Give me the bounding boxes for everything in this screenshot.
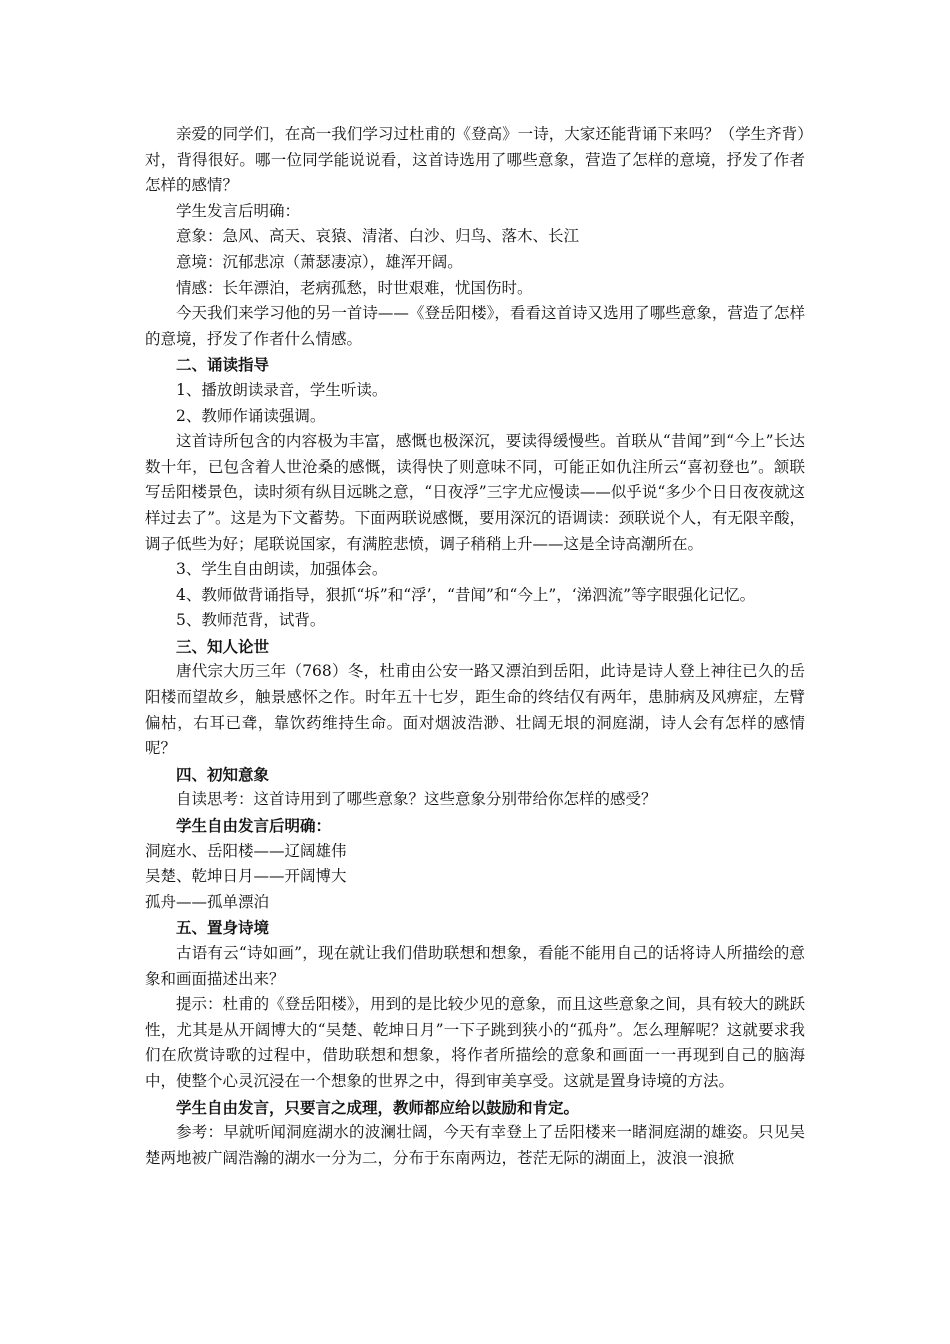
imagery-item-1: 洞庭水、岳阳楼——辽阔雄伟 [145, 841, 347, 860]
mood-line: 意境：沉郁悲凉（萧瑟凄凉），雄浑开阔。 [176, 252, 463, 271]
self-reading-question: 自读思考：这首诗用到了哪些意象？这些意象分别带给你怎样的感受？ [176, 790, 657, 809]
section-heading-recitation: 二、诵读指导 [176, 355, 270, 375]
recitation-step-4: 4、教师做背诵指导，狠抓“坼”和“浮’，“昔闻”和“今上”，‘涕泗流”等字眼强化记忆。 [176, 585, 756, 604]
imagery-item-3: 孤舟——孤单漂泊 [145, 892, 270, 911]
section-heading-imagery: 四、初知意象 [176, 764, 270, 784]
teacher-guidance-note: 学生自由发言，只要言之成理，教师都应给以鼓励和肯定。 [176, 1097, 580, 1117]
emotion-line: 情感：长年漂泊，老病孤愁，时世艰难，忧国伤时。 [176, 278, 533, 297]
intro-paragraph: 亲爱的同学们，在高一我们学习过杜甫的《登高》一诗，大家还能背诵下来吗？（学生齐背）对，背得很好。哪一位同学能说说看，这首诗选用了哪些意象，营造了怎样的意境，抒发了作者怎样的感情？ [145, 125, 805, 195]
lesson-transition-paragraph: 今天我们来学习他的另一首诗——《登岳阳楼》，看看这首诗又选用了哪些意象，营造了怎样的意境，抒发了作者什么情感。 [145, 304, 805, 348]
recitation-step-3: 3、学生自由朗读，加强体会。 [176, 560, 388, 579]
reference-answer-paragraph: 参考：早就听闻洞庭湖水的波澜壮阔，今天有幸登上了岳阳楼来一睹洞庭湖的雄姿。只见吴楚两地被广阔浩瀚的湖水一分为二，分布于东南两边，苍茫无际的湖面上，波浪一浪掀 [145, 1123, 805, 1167]
recitation-step-2: 2、教师作诵读强调。 [176, 406, 326, 425]
student-speech-conclusion: 学生自由发言后明确： [176, 816, 332, 836]
recitation-explanation-paragraph: 这首诗所包含的内容极为丰富，感慨也极深沉，要读得缓慢些。首联从“昔闻”到“今上”长达数十年，已包含着人世沧桑的感慨，读得快了则意味不同，可能正如仇注所云“喜初登也”。颔联写岳阳楼景色，读时须有纵目远眺之意，“日夜浮”三字尤应慢读——似乎说“多少个日日夜夜就这样过去了”。这是为下文蓄势。下面两联说感慨，要用深沉的语调读：颈联说个人，有无限辛酸，调子低些为好；尾联说国家，有满腔悲愤，调子稍稍上升——这是全诗高潮所在。 [145, 432, 805, 553]
background-paragraph: 唐代宗大历三年（768）冬，杜甫由公安一路又漂泊到岳阳，此诗是诗人登上神往已久的岳阳楼而望故乡，触景感怀之作。时年五十七岁，距生命的终结仅有两年，患肺病及风痹症，左臂偏枯，右耳已聋，靠饮药维持生命。面对烟波浩渺、壮阔无垠的洞庭湖，诗人会有怎样的感情呢？ [145, 662, 805, 758]
student-answer-intro: 学生发言后明确： [176, 201, 301, 220]
section-heading-immersion: 五、置身诗境 [176, 918, 270, 938]
document-page [145, 122, 805, 1171]
imagery-item-2: 吴楚、乾坤日月——开阔博大 [145, 867, 347, 886]
hint-paragraph: 提示：杜甫的《登岳阳楼》，用到的是比较少见的意象，而且这些意象之间，具有较大的跳跃性，尤其是从开阔博大的“吴楚、乾坤日月”一下子跳到狭小的“孤舟”。怎么理解呢？这就要求我们在欣赏诗歌的过程中，借助联想和想象，将作者所描绘的意象和画面一一再现到自己的脑海中，使整个心灵沉浸在一个想象的世界之中，得到审美享受。这就是置身诗境的方法。 [145, 995, 805, 1090]
recitation-step-1: 1、播放朗读录音，学生听读。 [176, 380, 388, 399]
recitation-step-5: 5、教师范背，试背。 [176, 611, 326, 630]
imagery-line: 意象：急风、高天、哀猿、清渚、白沙、归鸟、落木、长江 [176, 227, 580, 246]
section-heading-background: 三、知人论世 [176, 636, 270, 656]
immersion-task-paragraph: 古语有云“诗如画”，现在就让我们借助联想和想象，看能不能用自己的话将诗人所描绘的意象和画面描述出来？ [145, 944, 805, 988]
